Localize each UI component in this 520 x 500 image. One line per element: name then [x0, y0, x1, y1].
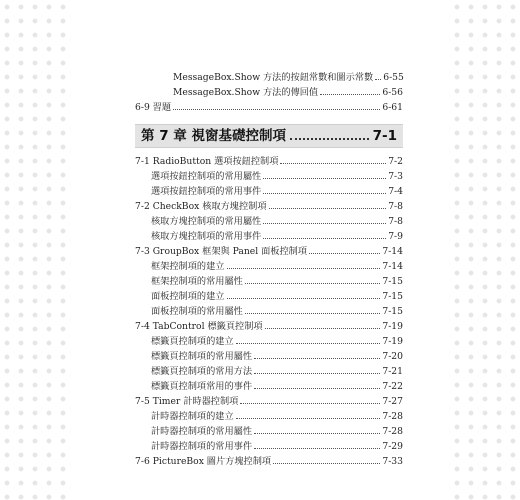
dot-leader	[265, 320, 381, 329]
toc-entry-page: 7-28	[382, 426, 403, 437]
toc-entry	[135, 349, 403, 364]
toc-entry-label: MessageBox.Show 方法的按鈕常數和圖示常數	[173, 72, 374, 83]
toc-entry-label: 核取方塊控制項的常用事件	[151, 231, 262, 242]
toc-entry-label: 面板控制項的常用屬性	[151, 306, 243, 317]
dot-leader	[269, 200, 387, 209]
dot-leader	[309, 245, 380, 254]
chapter-title: 第 7 章 視窗基礎控制項	[141, 128, 286, 144]
table-of-contents	[135, 70, 403, 469]
dot-leader	[240, 395, 380, 404]
dot-leader	[236, 335, 381, 344]
toc-entry	[135, 439, 403, 454]
toc-entry	[135, 274, 403, 289]
dot-leader	[254, 440, 380, 449]
toc-entry-label: 計時器控制項的常用事件	[151, 441, 253, 452]
toc-entry	[135, 289, 403, 304]
toc-entry-page: 7-15	[382, 306, 403, 317]
toc-entry-label: 面板控制項的建立	[151, 291, 225, 302]
toc-entry-page: 7-27	[382, 396, 403, 407]
toc-entry-label: 計時器控制項的建立	[151, 411, 234, 422]
toc-entry	[135, 364, 403, 379]
toc-entry-label: 7-4 TabControl 標籤頁控制項	[135, 321, 263, 332]
toc-entry-label: 框架控制項的建立	[151, 261, 225, 272]
toc-entry-label: MessageBox.Show 方法的傳回值	[173, 87, 319, 98]
toc-entry-page: 7-28	[382, 411, 403, 422]
toc-entry	[135, 304, 403, 319]
dot-leader	[273, 455, 380, 464]
dot-leader	[375, 71, 381, 80]
dot-leader	[254, 380, 380, 389]
toc-entry	[135, 154, 403, 169]
toc-entry	[135, 199, 403, 214]
toc-entry-label: 標籤頁控制項的建立	[151, 336, 234, 347]
dot-leader	[254, 425, 380, 434]
toc-entry-label: 選項按鈕控制項的常用屬性	[151, 171, 262, 182]
dot-leader	[290, 127, 369, 140]
toc-entry-label: 選項按鈕控制項的常用事件	[151, 186, 262, 197]
toc-entry	[135, 259, 403, 274]
toc-entry	[135, 454, 403, 469]
toc-entry-page: 6-56	[382, 87, 403, 98]
dot-leader	[280, 155, 386, 164]
dot-leader	[245, 305, 380, 314]
toc-entry-page: 6-55	[383, 72, 404, 83]
dot-leader	[263, 170, 386, 179]
toc-entry-page: 7-19	[382, 321, 403, 332]
dot-leader	[173, 101, 380, 110]
toc-entry-page: 6-61	[382, 102, 403, 113]
toc-entry-page: 7-9	[388, 231, 403, 242]
dot-leader	[245, 275, 380, 284]
dot-leader	[254, 350, 380, 359]
toc-entry-label: 6-9 習題	[135, 102, 172, 113]
toc-entry	[135, 70, 403, 85]
dot-leader	[254, 365, 380, 374]
dot-pattern-right	[450, 0, 520, 500]
toc-entry	[135, 85, 403, 100]
toc-entry	[135, 394, 403, 409]
toc-entry-label: 7-6 PictureBox 圖片方塊控制項	[135, 456, 272, 467]
toc-entry-page: 7-2	[388, 156, 403, 167]
toc-entry	[135, 229, 403, 244]
toc-entry-page: 7-4	[388, 186, 403, 197]
toc-entry-page: 7-14	[382, 246, 403, 257]
toc-entry	[135, 334, 403, 349]
toc-entry-label: 7-3 GroupBox 框架與 Panel 面板控制項	[135, 246, 308, 257]
toc-entry	[135, 244, 403, 259]
toc-entry-page: 7-33	[382, 456, 403, 467]
toc-entry	[135, 100, 403, 115]
toc-entry	[135, 169, 403, 184]
toc-entry-label: 7-5 Timer 計時器控制項	[135, 396, 239, 407]
toc-entry-label: 標籤頁控制項的常用屬性	[151, 351, 253, 362]
toc-entry	[135, 409, 403, 424]
toc-entry-label: 計時器控制項的常用屬性	[151, 426, 253, 437]
dot-leader	[320, 86, 380, 95]
toc-entry-page: 7-29	[382, 441, 403, 452]
dot-leader	[236, 410, 381, 419]
toc-entry-page: 7-8	[388, 201, 403, 212]
toc-entry-page: 7-15	[382, 276, 403, 287]
dot-leader	[263, 215, 386, 224]
toc-entry-label: 7-1 RadioButton 選項按鈕控制項	[135, 156, 279, 167]
toc-entry-page: 7-20	[382, 351, 403, 362]
toc-entry-page: 7-14	[382, 261, 403, 272]
toc-entry-label: 框架控制項的常用屬性	[151, 276, 243, 287]
toc-entry-page: 7-3	[388, 171, 403, 182]
dot-leader	[263, 185, 386, 194]
toc-entry-label: 標籤頁控制項的常用方法	[151, 366, 253, 377]
chapter-heading	[135, 124, 403, 148]
toc-entry	[135, 214, 403, 229]
toc-top-section	[135, 70, 403, 115]
toc-entry-page: 7-15	[382, 291, 403, 302]
toc-entry	[135, 319, 403, 334]
toc-entry-page: 7-22	[382, 381, 403, 392]
toc-entry-page: 7-19	[382, 336, 403, 347]
dot-leader	[227, 260, 381, 269]
toc-entry-label: 標籤頁控制項常用的事件	[151, 381, 253, 392]
dot-leader	[227, 290, 381, 299]
toc-main-section	[135, 154, 403, 469]
toc-entry-label: 7-2 CheckBox 核取方塊控制項	[135, 201, 267, 212]
toc-entry-label: 核取方塊控制項的常用屬性	[151, 216, 262, 227]
toc-entry	[135, 184, 403, 199]
toc-entry	[135, 424, 403, 439]
toc-entry-page: 7-21	[382, 366, 403, 377]
chapter-page: 7-1	[372, 128, 397, 144]
dot-pattern-left	[0, 0, 70, 500]
toc-entry-page: 7-8	[388, 216, 403, 227]
dot-leader	[263, 230, 386, 239]
toc-entry	[135, 379, 403, 394]
